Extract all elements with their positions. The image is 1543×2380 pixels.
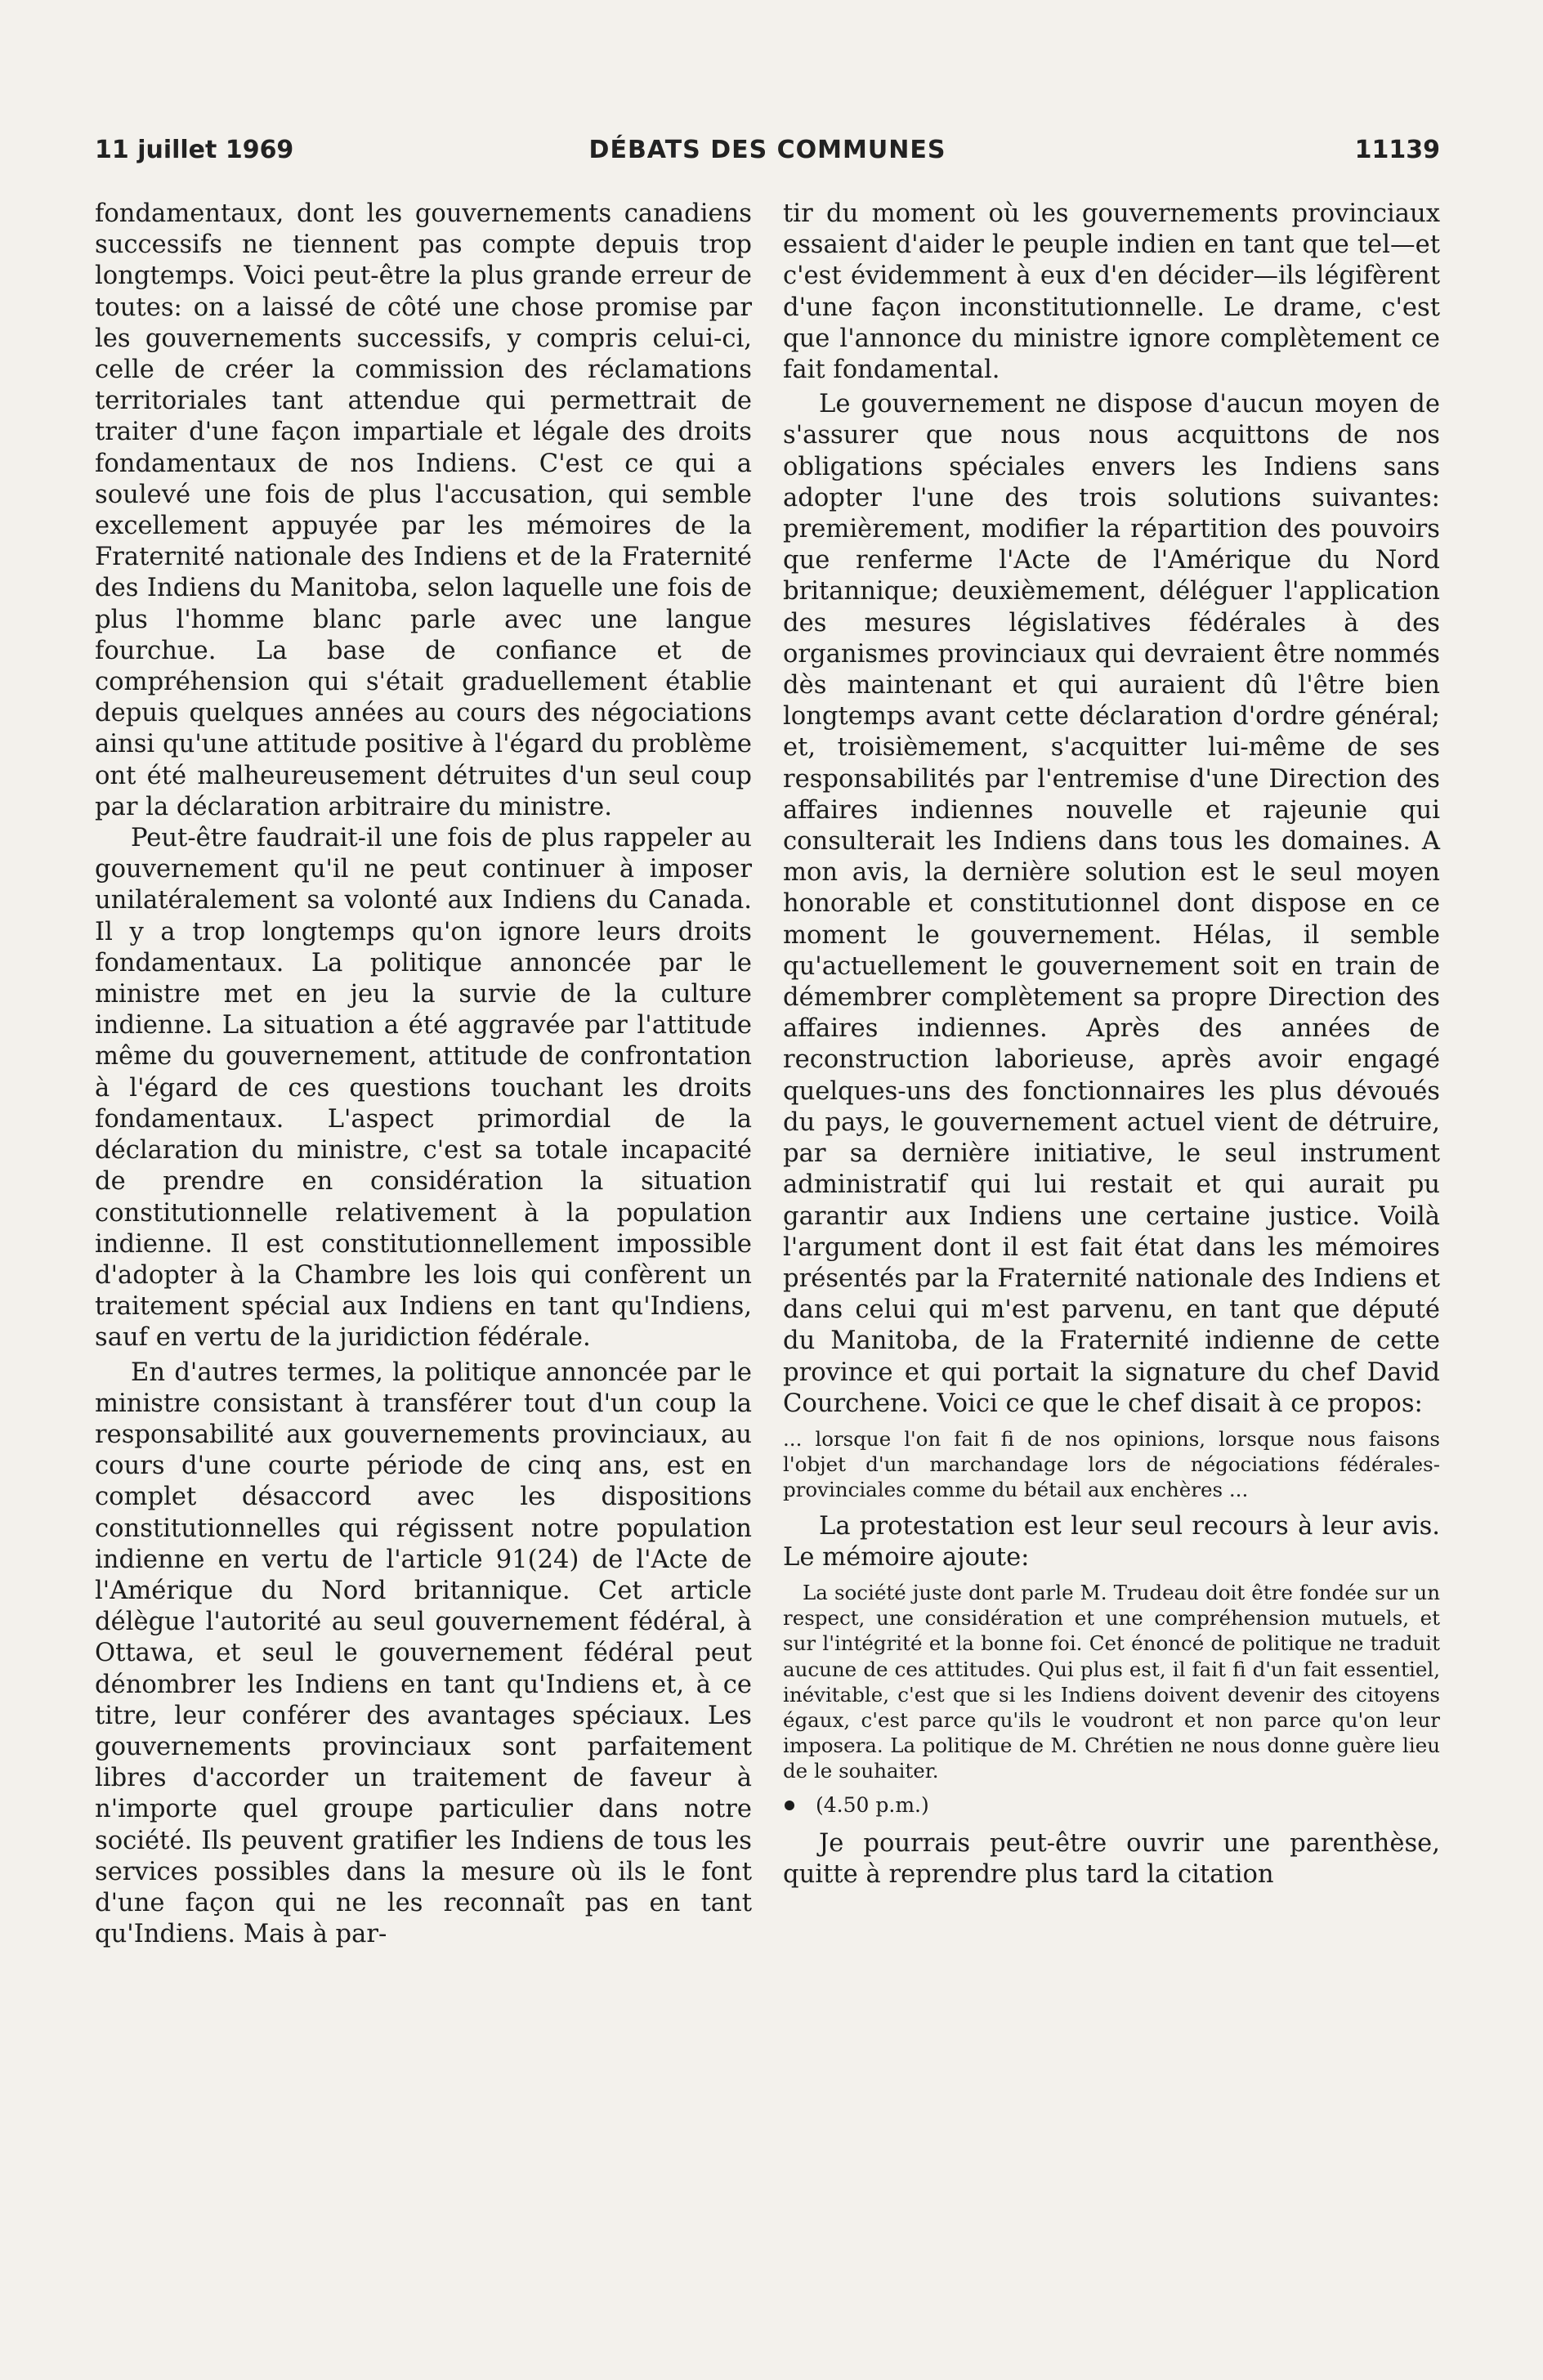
left-paragraph-1: fondamentaux, dont les gouvernements canadiens successifs ne tiennent pas compte depuis trop longtemps. Voici peut-être la plus grande erreur de toutes: on a laissé de côté une chose promise par les gouvernements successifs, y compris celui-ci, celle de créer la commission des réclamations territoriales tant attendue qui permettrait de traiter d'une façon impartiale et légale des droits fondamentaux de nos Indiens. C'est ce qui a soulevé une fois de plus l'accusation, qui semble excellement appuyée par les mémoires de la Fraternité nationale des Indiens et de la Fraternité des Indiens du Manitoba, selon laquelle une fois de plus l'homme blanc parle avec une langue fourchue. La base de confiance et de compréhension qui s'était graduellement établie depuis quelques années au cours des négociations ainsi qu'une attitude positive à l'égard du problème ont été malheureusement détruites d'un seul coup par la déclaration arbitraire du ministre.: [95, 199, 752, 821]
right-paragraph-1: tir du moment où les gouvernements provinciaux essaient d'aider le peuple indien en tant que tel—et c'est évidemment à eux d'en décider—ils légifèrent d'une façon inconstitutionnelle. Le drame, c'est que l'annonce du ministre ignore complètement ce fait fondamental.: [783, 199, 1440, 385]
right-paragraph-4: Je pourrais peut-être ouvrir une parenthèse, quitte à reprendre plus tard la citation: [783, 1828, 1440, 1889]
left-paragraph-2: Peut-être faudrait-il une fois de plus rappeler au gouvernement qu'il ne peut continuer à imposer unilatéralement sa volonté aux Indiens du Canada. Il y a trop longtemps qu'on ignore leurs droits fondamentaux. La politique annoncée par le ministre met en jeu la survie de la culture indienne. La situation a été aggravée par l'attitude même du gouvernement, attitude de confrontation à l'égard de ces questions touchant les droits fondamentaux. L'aspect primordial de la déclaration du ministre, c'est sa totale incapacité de prendre en considération la situation constitutionnelle relativement à la population indienne. Il est constitutionnellement impossible d'adopter à la Chambre les lois qui confèrent un traitement spécial aux Indiens en tant qu'Indiens, sauf en vertu de la juridiction fédérale.: [95, 824, 752, 1353]
left-paragraph-3: En d'autres termes, la politique annoncée par le ministre consistant à transférer tout d'un coup la responsabilité aux gouvernements provinciaux, au cours d'une courte période de cinq ans, est en complet désaccord avec les dispositions constitutionnelles qui régissent notre population indienne en vertu de l'article 91(24) de l'Acte de l'Amérique du Nord britannique. Cet article délègue l'autorité au seul gouvernement fédéral, à Ottawa, et seul le gouvernement fédéral peut dénombrer les Indiens en tant qu'Indiens et, à ce titre, leur conférer des avantages spéciaux. Les gouvernements provinciaux sont parfaitement libres d'accorder un traitement de faveur à n'importe quel groupe particulier dans notre société. Ils peuvent gratifier les Indiens de tous les services possibles dans la mesure où ils le font d'une façon qui ne les reconnaît pas en tant qu'Indiens. Mais à par-: [95, 1358, 752, 1949]
header-page-number: 11139: [1354, 136, 1440, 164]
quotation-2: La société juste dont parle M. Trudeau doit être fondée sur un respect, une considération et une compréhension mutuels, et sur l'intégrité et la bonne foi. Cet énoncé de politique ne traduit aucune de ces attitudes. Qui plus est, il fait fi d'un fait essentiel, inévitable, c'est que si les Indiens doivent devenir des citoyens égaux, c'est parce qu'ils le voudront et non parce qu'on leur imposera. La politique de M. Chrétien ne nous donne guère lieu de le souhaiter.: [783, 1580, 1440, 1783]
right-paragraph-3: La protestation est leur seul recours à leur avis. Le mémoire ajoute:: [783, 1511, 1440, 1572]
quotation-1: ... lorsque l'on fait fi de nos opinions, lorsque nous faisons l'objet d'un marchandage lors de négociations fédérales-provinciales comme du bétail aux enchères ...: [783, 1426, 1440, 1502]
right-column: [783, 199, 1440, 1890]
timestamp: (4.50 p.m.): [816, 1792, 929, 1817]
right-paragraph-2: Le gouvernement ne dispose d'aucun moyen de s'assurer que nous nous acquittons de nos obligations spéciales envers les Indiens sans adopter l'une des trois solutions suivantes: premièrement, modifier la répartition des pouvoirs que renferme l'Acte de l'Amérique du Nord britannique; deuxièmement, déléguer l'application des mesures législatives fédérales à des organismes provinciaux qui devraient être nommés dès maintenant et qui auraient dû l'être bien longtemps avant cette déclaration d'ordre général; et, troisièmement, s'acquitter lui-même de ses responsabilités par l'entremise d'une Direction des affaires indiennes nouvelle et rajeunie qui consulterait les Indiens dans tous les domaines. A mon avis, la dernière solution est le seul moyen honorable et constitutionnel dont dispose en ce moment le gouvernement. Hélas, il semble qu'actuellement le gouvernement soit en train de démembrer complètement sa propre Direction des affaires indiennes. Après des années de reconstruction laborieuse, après avoir engagé quelques-uns des fonctionnaires les plus dévoués du pays, le gouvernement actuel vient de détruire, par sa dernière initiative, le seul instrument administratif qui lui restait et qui aurait pu garantir aux Indiens une certaine justice. Voilà l'argument dont il est fait état dans les mémoires présentés par la Fraternité nationale des Indiens et dans celui qui m'est parvenu, en tant que député du Manitoba, de la Fraternité indienne de cette province et qui portait la signature du chef David Courchene. Voici ce que le chef disait à ce propos:: [783, 390, 1440, 1418]
page-header: [95, 136, 1440, 177]
header-date: 11 juillet 1969: [95, 136, 294, 164]
header-title: DÉBATS DES COMMUNES: [588, 136, 946, 164]
left-column: [95, 199, 752, 1950]
bullet-icon: [785, 1801, 794, 1810]
timestamp-line: [783, 1792, 1440, 1819]
